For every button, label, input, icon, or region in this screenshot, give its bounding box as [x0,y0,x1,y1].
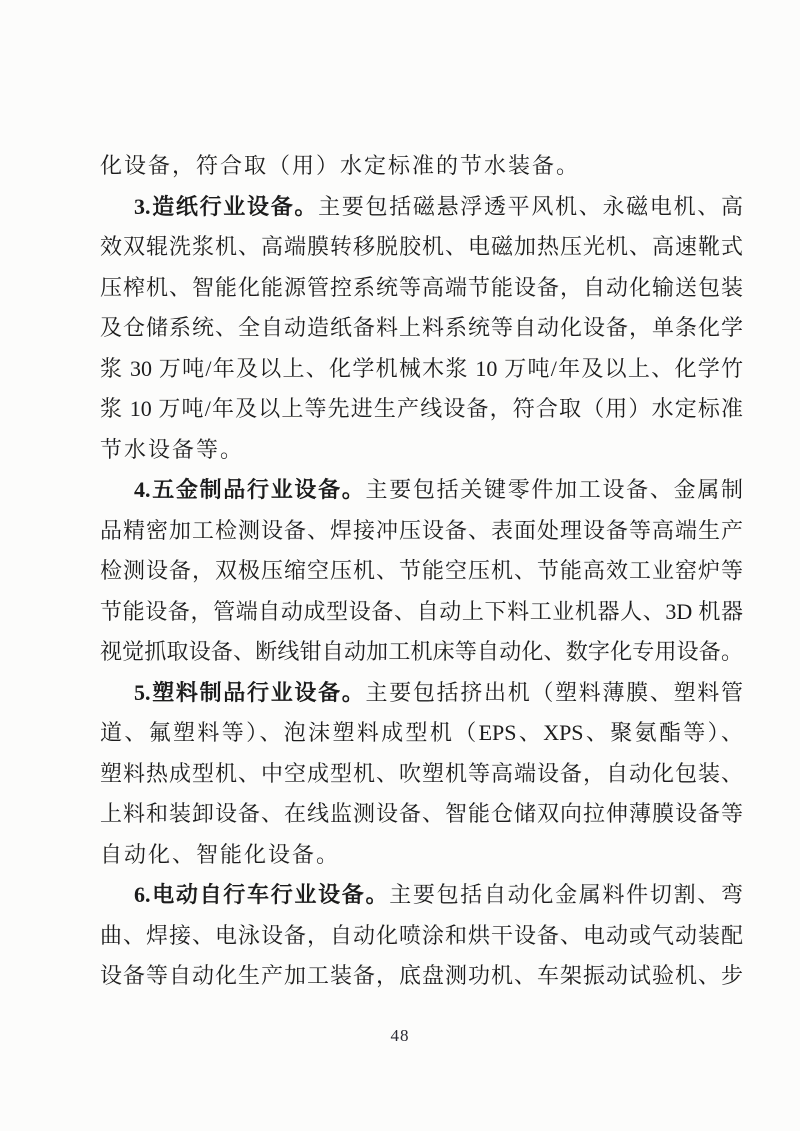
section-heading: 4.五金制品行业设备。 [134,477,366,502]
section-heading: 5.塑料制品行业设备。 [134,679,366,705]
text-line [100,835,743,876]
text-run: 浆 10 万吨/年及以上等先进生产线设备，符合取（用）水定标准 [100,396,743,421]
text-run: 道、氟塑料等）、泡沫塑料成型机（EPS、XPS、聚氨酯等）、 [100,720,743,745]
text-line [100,754,743,795]
text-run: 压榨机、智能化能源管控系统等高端节能设备，自动化输送包装 [100,274,743,300]
text-line [100,430,743,471]
text-run: 曲、焊接、电泳设备，自动化喷涂和烘干设备、电动或气动装配 [100,922,743,948]
text-run: 主要包括挤出机（塑料薄膜、塑料管 [365,679,743,705]
text-line [100,713,743,754]
section-heading: 3.造纸行业设备。 [134,193,319,219]
text-run: 视觉抓取设备、断线钳自动加工机床等自动化、数字化专用设备。 [100,639,743,664]
text-line [100,632,743,673]
text-run: 浆 30 万吨/年及以上、化学机械木浆 10 万吨/年及以上、化学竹 [100,355,743,381]
text-line [100,389,743,430]
section-heading: 6.电动自行车行业设备。 [134,882,390,907]
text-run: 主要包括自动化金属料件切割、弯 [389,882,743,907]
text-run: 自动化、智能化设备。 [100,841,341,867]
page-number: 48 [390,1026,410,1045]
text-run: 主要包括关键零件加工设备、金属制 [365,477,743,502]
text-run: 化设备，符合取（用）水定标准的节水装备。 [100,153,581,178]
text-line [100,875,743,916]
text-line [100,146,743,187]
text-run: 品精密加工检测设备、焊接冲压设备、表面处理设备等高端生产 [100,517,743,543]
text-line [100,956,743,997]
text-run: 检测设备，双极压缩空压机、节能空压机、节能高效工业窑炉等 [100,558,743,583]
text-line [100,511,743,552]
text-run: 节水设备等。 [100,436,245,462]
text-line [100,916,743,957]
text-line [100,349,743,390]
text-run: 上料和装卸设备、在线监测设备、智能仓储双向拉伸薄膜设备等 [100,801,743,826]
text-line [100,592,743,633]
text-line [100,470,743,511]
text-line [100,268,743,309]
text-line [100,227,743,268]
text-line [100,794,743,835]
text-run: 设备等自动化生产加工装备，底盘测功机、车架振动试验机、步 [100,963,743,988]
text-run: 效双辊洗浆机、高端膜转移脱胶机、电磁加热压光机、高速靴式 [100,234,743,259]
text-line [100,308,743,349]
text-run: 节能设备，管端自动成型设备、自动上下料工业机器人、3D 机器 [100,598,743,624]
text-line [100,551,743,592]
text-line [100,673,743,714]
text-line [100,187,743,228]
text-run: 及仓储系统、全自动造纸备料上料系统等自动化设备，单条化学 [100,315,743,340]
text-run: 塑料热成型机、中空成型机、吹塑机等高端设备，自动化包装、 [100,760,743,786]
text-block [100,146,743,997]
text-run: 主要包括磁悬浮透平风机、永磁电机、高 [318,193,743,219]
